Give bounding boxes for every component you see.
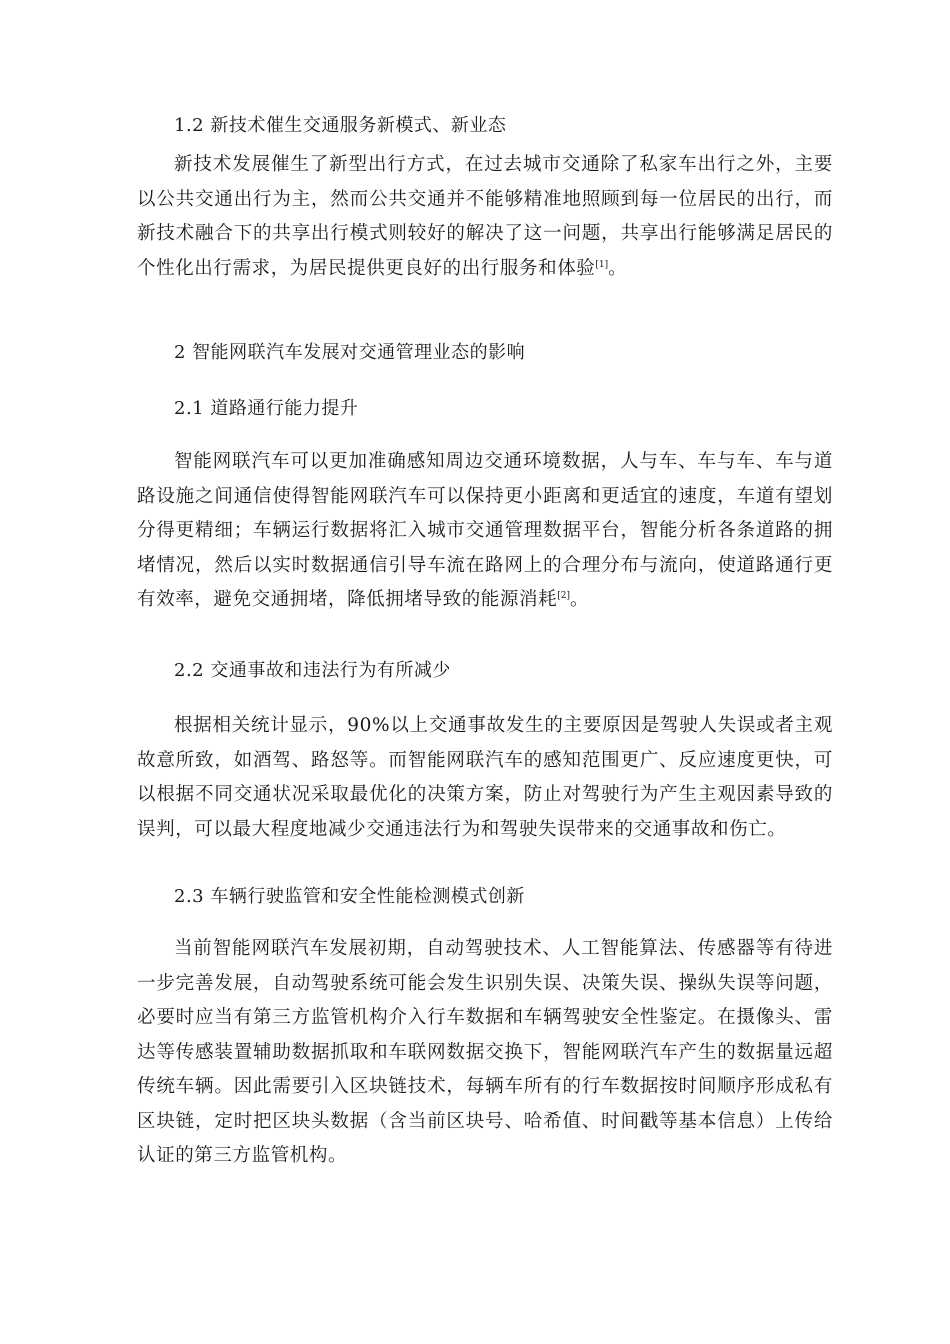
section-heading-2-3: 2.3 车辆行驶监管和安全性能检测模式创新	[174, 886, 525, 907]
section-heading-2: 2 智能网联汽车发展对交通管理业态的影响	[174, 342, 526, 363]
citation-1: [1]	[595, 259, 609, 270]
paragraph-2-1-text: 智能网联汽车可以更加准确感知周边交通环境数据，人与车、车与车、车与道路设施之间通信使得智能网联汽车可以保持更小距离和更适宜的速度，车道有望划分得更精细；车辆运行数据将汇入城市交通管理数据平台，智能分析各条道路的拥堵情况，然后以实时数据通信引导车流在路网上的合理分布与流向，使道路通行更有效率，避免交通拥堵，降低拥堵导致的能源消耗	[137, 451, 833, 610]
paragraph-2-3: 当前智能网联汽车发展初期，自动驾驶技术、人工智能算法、传感器等有待进一步完善发展，自动驾驶系统可能会发生识别失误、决策失误、操纵失误等问题，必要时应当有第三方监管机构介入行车数据和车辆驾驶安全性鉴定。在摄像头、雷达等传感装置辅助数据抓取和车联网数据交换下，智能网联汽车产生的数据量远超传统车辆。因此需要引入区块链技术，每辆车所有的行车数据按时间顺序形成私有区块链，定时把区块头数据（含当前区块号、哈希值、时间戳等基本信息）上传给认证的第三方监管机构。	[137, 938, 833, 1166]
section-heading-1-2: 1.2 新技术催生交通服务新模式、新业态	[174, 115, 507, 136]
section-heading-2-1: 2.1 道路通行能力提升	[174, 398, 359, 419]
paragraph-2-1-tail: 。	[569, 589, 590, 610]
citation-2: [2]	[557, 590, 570, 601]
section-heading-2-2: 2.2 交通事故和违法行为有所减少	[174, 660, 451, 681]
paragraph-2-2: 根据相关统计显示，90%以上交通事故发生的主要原因是驾驶人失误或者主观故意所致，如酒驾、路怒等。而智能网联汽车的感知范围更广、反应速度更快，可以根据不同交通状况采取最优化的决策方案，防止对驾驶行为产生主观因素导致的误判，可以最大程度地减少交通违法行为和驾驶失误带来的交通事故和伤亡。	[137, 715, 833, 840]
paragraph-1-2	[137, 148, 833, 286]
paragraph-1-2-text: 新技术发展催生了新型出行方式，在过去城市交通除了私家车出行之外，主要以公共交通出行为主，然而公共交通并不能够精准地照顾到每一位居民的出行，而新技术融合下的共享出行模式则较好的解决了这一问题，共享出行能够满足居民的个性化出行需求，为居民提供更良好的出行服务和体验	[137, 154, 833, 279]
paragraph-1-2-tail: 。	[608, 257, 628, 279]
paragraph-2-1	[137, 445, 833, 618]
